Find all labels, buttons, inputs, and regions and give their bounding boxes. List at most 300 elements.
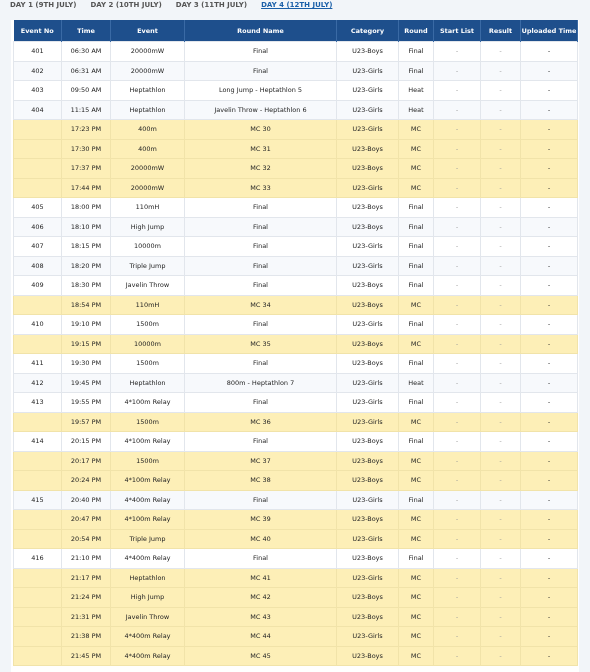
round-name-cell: MC 38 — [185, 471, 337, 491]
time-cell: 20:24 PM — [62, 471, 111, 491]
result-cell: - — [481, 217, 521, 237]
uploaded-time-cell: - — [521, 276, 578, 296]
round-cell: MC — [399, 568, 434, 588]
schedule-panel — [11, 20, 579, 672]
round-name-cell: MC 30 — [185, 120, 337, 140]
time-cell: 17:23 PM — [62, 120, 111, 140]
table-row — [14, 315, 578, 335]
event-no-cell: 402 — [14, 61, 62, 81]
round-cell: Final — [399, 42, 434, 62]
round-name-cell: Final — [185, 237, 337, 257]
table-row — [14, 334, 578, 354]
result-cell: - — [481, 100, 521, 120]
col-event-no: Event No — [14, 20, 62, 42]
round-name-cell: MC 34 — [185, 295, 337, 315]
category-cell: U23-Girls — [337, 178, 399, 198]
event-no-cell: 405 — [14, 198, 62, 218]
category-cell: U23-Boys — [337, 276, 399, 296]
col-uploaded-time: Uploaded Time — [521, 20, 578, 42]
event-cell: 1500m — [111, 315, 185, 335]
category-cell: U23-Girls — [337, 412, 399, 432]
start-list-cell: - — [434, 627, 481, 647]
start-list-cell: - — [434, 139, 481, 159]
event-cell: 20000mW — [111, 61, 185, 81]
round-name-cell: MC 43 — [185, 607, 337, 627]
result-cell: - — [481, 646, 521, 666]
time-cell: 20:15 PM — [62, 432, 111, 452]
col-event: Event — [111, 20, 185, 42]
round-name-cell: Final — [185, 315, 337, 335]
round-cell: MC — [399, 334, 434, 354]
start-list-cell: - — [434, 276, 481, 296]
event-cell: 4*100m Relay — [111, 471, 185, 491]
table-row — [14, 139, 578, 159]
round-name-cell: MC 33 — [185, 178, 337, 198]
category-cell: U23-Girls — [337, 627, 399, 647]
category-cell: U23-Boys — [337, 471, 399, 491]
round-name-cell: Final — [185, 276, 337, 296]
time-cell: 09:50 AM — [62, 81, 111, 101]
uploaded-time-cell: - — [521, 646, 578, 666]
uploaded-time-cell: - — [521, 42, 578, 62]
uploaded-time-cell: - — [521, 373, 578, 393]
table-row — [14, 256, 578, 276]
start-list-cell: - — [434, 217, 481, 237]
event-no-cell: 416 — [14, 549, 62, 569]
time-cell: 21:24 PM — [62, 588, 111, 608]
category-cell: U23-Boys — [337, 217, 399, 237]
uploaded-time-cell: - — [521, 529, 578, 549]
round-cell: MC — [399, 159, 434, 179]
category-cell: U23-Girls — [337, 256, 399, 276]
round-name-cell: Final — [185, 256, 337, 276]
event-no-cell — [14, 451, 62, 471]
table-row — [14, 588, 578, 608]
event-cell: Heptathlon — [111, 81, 185, 101]
time-cell: 21:45 PM — [62, 646, 111, 666]
uploaded-time-cell: - — [521, 120, 578, 140]
time-cell: 17:44 PM — [62, 178, 111, 198]
category-cell: U23-Girls — [337, 393, 399, 413]
event-cell: High Jump — [111, 217, 185, 237]
event-cell: Heptathlon — [111, 373, 185, 393]
start-list-cell: - — [434, 100, 481, 120]
category-cell: U23-Boys — [337, 451, 399, 471]
start-list-cell: - — [434, 120, 481, 140]
time-cell: 19:10 PM — [62, 315, 111, 335]
result-cell: - — [481, 315, 521, 335]
time-cell: 19:15 PM — [62, 334, 111, 354]
result-cell: - — [481, 139, 521, 159]
start-list-cell: - — [434, 393, 481, 413]
start-list-cell: - — [434, 490, 481, 510]
event-cell: Javelin Throw — [111, 607, 185, 627]
event-no-cell — [14, 510, 62, 530]
table-row — [14, 159, 578, 179]
round-cell: MC — [399, 607, 434, 627]
time-cell: 17:37 PM — [62, 159, 111, 179]
result-cell: - — [481, 256, 521, 276]
round-name-cell: Final — [185, 549, 337, 569]
event-no-cell: 412 — [14, 373, 62, 393]
event-no-cell — [14, 588, 62, 608]
category-cell: U23-Boys — [337, 42, 399, 62]
category-cell: U23-Girls — [337, 568, 399, 588]
round-name-cell: Final — [185, 42, 337, 62]
time-cell: 17:30 PM — [62, 139, 111, 159]
time-cell: 19:55 PM — [62, 393, 111, 413]
event-no-cell: 407 — [14, 237, 62, 257]
round-name-cell: Final — [185, 354, 337, 374]
result-cell: - — [481, 373, 521, 393]
time-cell: 18:10 PM — [62, 217, 111, 237]
category-cell: U23-Girls — [337, 315, 399, 335]
round-cell: Final — [399, 237, 434, 257]
event-cell: Triple Jump — [111, 256, 185, 276]
event-cell: Heptathlon — [111, 100, 185, 120]
schedule-table — [13, 20, 578, 666]
time-cell: 20:54 PM — [62, 529, 111, 549]
table-row — [14, 120, 578, 140]
round-name-cell: Javelin Throw - Heptathlon 6 — [185, 100, 337, 120]
event-cell: 4*100m Relay — [111, 393, 185, 413]
start-list-cell: - — [434, 529, 481, 549]
event-no-cell — [14, 159, 62, 179]
result-cell: - — [481, 471, 521, 491]
time-cell: 18:15 PM — [62, 237, 111, 257]
time-cell: 19:57 PM — [62, 412, 111, 432]
result-cell: - — [481, 432, 521, 452]
category-cell: U23-Girls — [337, 61, 399, 81]
round-name-cell: Final — [185, 217, 337, 237]
start-list-cell: - — [434, 295, 481, 315]
event-cell: 1500m — [111, 412, 185, 432]
event-cell: 1500m — [111, 354, 185, 374]
round-name-cell: MC 44 — [185, 627, 337, 647]
event-cell: Javelin Throw — [111, 276, 185, 296]
start-list-cell: - — [434, 373, 481, 393]
table-row — [14, 510, 578, 530]
round-cell: Final — [399, 393, 434, 413]
time-cell: 21:38 PM — [62, 627, 111, 647]
event-cell: 4*100m Relay — [111, 432, 185, 452]
result-cell: - — [481, 81, 521, 101]
result-cell: - — [481, 120, 521, 140]
category-cell: U23-Girls — [337, 81, 399, 101]
table-row — [14, 412, 578, 432]
category-cell: U23-Boys — [337, 549, 399, 569]
event-cell: 4*100m Relay — [111, 510, 185, 530]
result-cell: - — [481, 627, 521, 647]
result-cell: - — [481, 178, 521, 198]
round-name-cell: MC 41 — [185, 568, 337, 588]
event-cell: 400m — [111, 120, 185, 140]
event-no-cell: 413 — [14, 393, 62, 413]
col-start-list: Start List — [434, 20, 481, 42]
result-cell: - — [481, 510, 521, 530]
uploaded-time-cell: - — [521, 393, 578, 413]
table-row — [14, 237, 578, 257]
round-cell: MC — [399, 178, 434, 198]
category-cell: U23-Girls — [337, 120, 399, 140]
uploaded-time-cell: - — [521, 568, 578, 588]
result-cell: - — [481, 295, 521, 315]
table-header-row — [14, 20, 578, 42]
uploaded-time-cell: - — [521, 178, 578, 198]
round-cell: MC — [399, 646, 434, 666]
round-cell: Final — [399, 198, 434, 218]
table-row — [14, 471, 578, 491]
time-cell: 21:10 PM — [62, 549, 111, 569]
event-no-cell — [14, 295, 62, 315]
category-cell: U23-Girls — [337, 237, 399, 257]
result-cell: - — [481, 451, 521, 471]
category-cell: U23-Girls — [337, 490, 399, 510]
start-list-cell: - — [434, 412, 481, 432]
start-list-cell: - — [434, 61, 481, 81]
start-list-cell: - — [434, 334, 481, 354]
day-tabs — [0, 0, 590, 14]
event-no-cell: 414 — [14, 432, 62, 452]
time-cell: 18:20 PM — [62, 256, 111, 276]
start-list-cell: - — [434, 607, 481, 627]
event-cell: 20000mW — [111, 159, 185, 179]
start-list-cell: - — [434, 178, 481, 198]
time-cell: 19:45 PM — [62, 373, 111, 393]
table-row — [14, 607, 578, 627]
uploaded-time-cell: - — [521, 315, 578, 335]
table-row — [14, 100, 578, 120]
round-name-cell: Final — [185, 432, 337, 452]
start-list-cell: - — [434, 237, 481, 257]
round-name-cell: Final — [185, 393, 337, 413]
event-cell: 4*400m Relay — [111, 490, 185, 510]
time-cell: 20:40 PM — [62, 490, 111, 510]
round-cell: Final — [399, 549, 434, 569]
start-list-cell: - — [434, 549, 481, 569]
category-cell: U23-Boys — [337, 198, 399, 218]
round-cell: Final — [399, 217, 434, 237]
result-cell: - — [481, 607, 521, 627]
table-row — [14, 61, 578, 81]
start-list-cell: - — [434, 451, 481, 471]
table-row — [14, 549, 578, 569]
category-cell: U23-Boys — [337, 295, 399, 315]
round-cell: Final — [399, 276, 434, 296]
event-cell: High Jump — [111, 588, 185, 608]
result-cell: - — [481, 42, 521, 62]
category-cell: U23-Boys — [337, 159, 399, 179]
round-name-cell: Final — [185, 198, 337, 218]
start-list-cell: - — [434, 315, 481, 335]
event-no-cell — [14, 607, 62, 627]
round-name-cell: MC 40 — [185, 529, 337, 549]
start-list-cell: - — [434, 159, 481, 179]
result-cell: - — [481, 354, 521, 374]
result-cell: - — [481, 529, 521, 549]
event-cell: 110mH — [111, 295, 185, 315]
event-cell: Heptathlon — [111, 568, 185, 588]
event-no-cell — [14, 412, 62, 432]
event-no-cell: 408 — [14, 256, 62, 276]
col-round-name: Round Name — [185, 20, 337, 42]
uploaded-time-cell: - — [521, 471, 578, 491]
event-no-cell: 409 — [14, 276, 62, 296]
result-cell: - — [481, 568, 521, 588]
event-cell: 4*400m Relay — [111, 646, 185, 666]
time-cell: 18:30 PM — [62, 276, 111, 296]
category-cell: U23-Boys — [337, 354, 399, 374]
uploaded-time-cell: - — [521, 588, 578, 608]
round-name-cell: Final — [185, 61, 337, 81]
event-no-cell: 403 — [14, 81, 62, 101]
round-name-cell: 800m - Heptathlon 7 — [185, 373, 337, 393]
round-name-cell: MC 35 — [185, 334, 337, 354]
round-cell: Final — [399, 61, 434, 81]
table-body — [14, 42, 578, 666]
event-cell: 4*400m Relay — [111, 549, 185, 569]
round-cell: Final — [399, 354, 434, 374]
result-cell: - — [481, 490, 521, 510]
round-cell: MC — [399, 627, 434, 647]
time-cell: 11:15 AM — [62, 100, 111, 120]
time-cell: 06:30 AM — [62, 42, 111, 62]
category-cell: U23-Boys — [337, 432, 399, 452]
event-no-cell — [14, 471, 62, 491]
uploaded-time-cell: - — [521, 510, 578, 530]
tab-day-2[interactable]: DAY 2 (10TH JULY) — [90, 1, 162, 9]
category-cell: U23-Boys — [337, 607, 399, 627]
time-cell: 21:17 PM — [62, 568, 111, 588]
uploaded-time-cell: - — [521, 159, 578, 179]
category-cell: U23-Boys — [337, 646, 399, 666]
event-cell: 20000mW — [111, 178, 185, 198]
tab-day-3[interactable]: DAY 3 (11TH JULY) — [175, 1, 248, 9]
start-list-cell: - — [434, 471, 481, 491]
round-name-cell: MC 39 — [185, 510, 337, 530]
category-cell: U23-Girls — [337, 529, 399, 549]
round-cell: Heat — [399, 81, 434, 101]
uploaded-time-cell: - — [521, 295, 578, 315]
round-cell: Final — [399, 315, 434, 335]
table-row — [14, 393, 578, 413]
start-list-cell: - — [434, 354, 481, 374]
event-no-cell: 415 — [14, 490, 62, 510]
table-row — [14, 627, 578, 647]
round-cell: MC — [399, 588, 434, 608]
round-name-cell: MC 36 — [185, 412, 337, 432]
round-cell: MC — [399, 139, 434, 159]
event-no-cell: 406 — [14, 217, 62, 237]
category-cell: U23-Boys — [337, 139, 399, 159]
uploaded-time-cell: - — [521, 334, 578, 354]
start-list-cell: - — [434, 81, 481, 101]
time-cell: 21:31 PM — [62, 607, 111, 627]
uploaded-time-cell: - — [521, 412, 578, 432]
col-category: Category — [337, 20, 399, 42]
tab-day-1[interactable]: DAY 1 (9TH JULY) — [10, 1, 77, 9]
start-list-cell: - — [434, 568, 481, 588]
category-cell: U23-Boys — [337, 588, 399, 608]
table-row — [14, 529, 578, 549]
event-no-cell: 410 — [14, 315, 62, 335]
event-no-cell — [14, 529, 62, 549]
uploaded-time-cell: - — [521, 81, 578, 101]
table-row — [14, 198, 578, 218]
table-row — [14, 42, 578, 62]
round-name-cell: MC 31 — [185, 139, 337, 159]
time-cell: 20:47 PM — [62, 510, 111, 530]
event-no-cell: 404 — [14, 100, 62, 120]
start-list-cell: - — [434, 256, 481, 276]
round-cell: MC — [399, 471, 434, 491]
event-cell: 20000mW — [111, 42, 185, 62]
table-row — [14, 451, 578, 471]
round-cell: Final — [399, 490, 434, 510]
uploaded-time-cell: - — [521, 61, 578, 81]
uploaded-time-cell: - — [521, 490, 578, 510]
event-no-cell — [14, 178, 62, 198]
uploaded-time-cell: - — [521, 432, 578, 452]
round-cell: MC — [399, 295, 434, 315]
col-result: Result — [481, 20, 521, 42]
table-row — [14, 178, 578, 198]
uploaded-time-cell: - — [521, 217, 578, 237]
event-cell: 110mH — [111, 198, 185, 218]
round-cell: Heat — [399, 373, 434, 393]
table-row — [14, 217, 578, 237]
round-cell: Heat — [399, 100, 434, 120]
table-row — [14, 276, 578, 296]
event-no-cell — [14, 568, 62, 588]
event-cell: 10000m — [111, 237, 185, 257]
category-cell: U23-Boys — [337, 334, 399, 354]
event-no-cell — [14, 120, 62, 140]
tab-day-4[interactable]: DAY 4 (12TH JULY) — [261, 1, 333, 9]
start-list-cell: - — [434, 42, 481, 62]
category-cell: U23-Girls — [337, 373, 399, 393]
round-cell: MC — [399, 529, 434, 549]
event-no-cell: 411 — [14, 354, 62, 374]
col-time: Time — [62, 20, 111, 42]
round-name-cell: Final — [185, 490, 337, 510]
uploaded-time-cell: - — [521, 354, 578, 374]
result-cell: - — [481, 61, 521, 81]
event-cell: Triple Jump — [111, 529, 185, 549]
event-no-cell — [14, 646, 62, 666]
event-cell: 1500m — [111, 451, 185, 471]
round-cell: MC — [399, 412, 434, 432]
table-row — [14, 373, 578, 393]
result-cell: - — [481, 159, 521, 179]
result-cell: - — [481, 237, 521, 257]
category-cell: U23-Boys — [337, 510, 399, 530]
round-cell: MC — [399, 451, 434, 471]
start-list-cell: - — [434, 588, 481, 608]
uploaded-time-cell: - — [521, 607, 578, 627]
table-row — [14, 568, 578, 588]
start-list-cell: - — [434, 198, 481, 218]
uploaded-time-cell: - — [521, 237, 578, 257]
result-cell: - — [481, 549, 521, 569]
round-cell: Final — [399, 256, 434, 276]
start-list-cell: - — [434, 646, 481, 666]
time-cell: 18:54 PM — [62, 295, 111, 315]
table-row — [14, 646, 578, 666]
uploaded-time-cell: - — [521, 256, 578, 276]
round-cell: MC — [399, 510, 434, 530]
uploaded-time-cell: - — [521, 198, 578, 218]
